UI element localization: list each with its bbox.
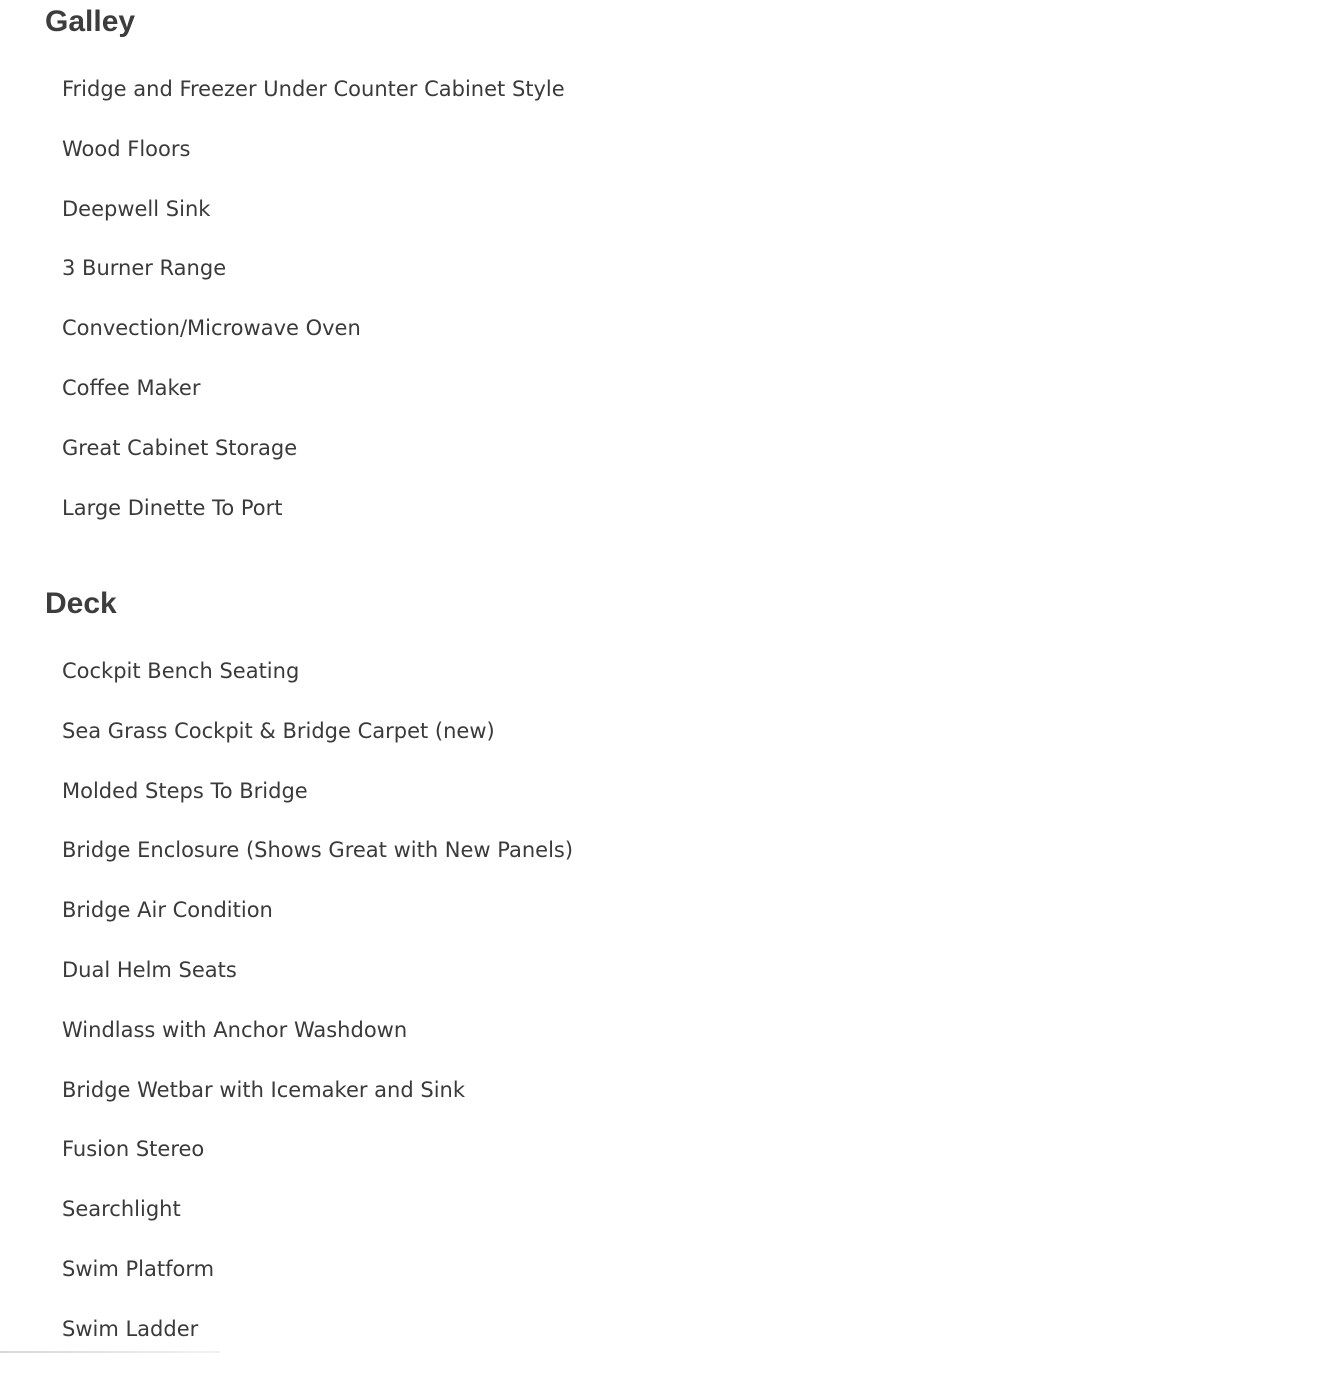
list-item: Large Dinette To Port — [62, 495, 283, 520]
list-item: Coffee Maker — [62, 375, 201, 400]
list-item: Bridge Enclosure (Shows Great with New Panels) — [62, 838, 574, 863]
deck-feature-list — [45, 656, 1295, 1344]
list-item: Great Cabinet Storage — [62, 435, 298, 460]
list-item: Convection/Microwave Oven — [62, 316, 361, 341]
list-item: Molded Steps To Bridge — [62, 778, 308, 803]
list-item: Wood Floors — [62, 136, 191, 161]
galley-heading: Galley — [45, 5, 136, 38]
galley-section — [45, 4, 1295, 552]
list-item: Windlass with Anchor Washdown — [62, 1017, 408, 1042]
list-item: Bridge Wetbar with Icemaker and Sink — [62, 1077, 465, 1102]
list-item: Sea Grass Cockpit & Bridge Carpet (new) — [62, 718, 495, 743]
list-item: Dual Helm Seats — [62, 957, 237, 982]
list-item: Fusion Stereo — [62, 1137, 205, 1162]
deck-section — [45, 586, 1295, 1374]
list-item: Cockpit Bench Seating — [62, 659, 300, 683]
bottom-divider — [0, 1351, 220, 1353]
list-item: Swim Platform — [62, 1256, 215, 1281]
list-item: Deepwell Sink — [62, 196, 211, 221]
deck-heading: Deck — [45, 587, 117, 620]
list-item: Searchlight — [62, 1197, 181, 1222]
list-item: 3 Burner Range — [62, 256, 227, 281]
list-item: Swim Ladder — [62, 1316, 199, 1341]
list-item: Fridge and Freezer Under Counter Cabinet Style — [62, 77, 565, 101]
galley-feature-list — [45, 74, 1295, 523]
list-item: Bridge Air Condition — [62, 898, 273, 923]
